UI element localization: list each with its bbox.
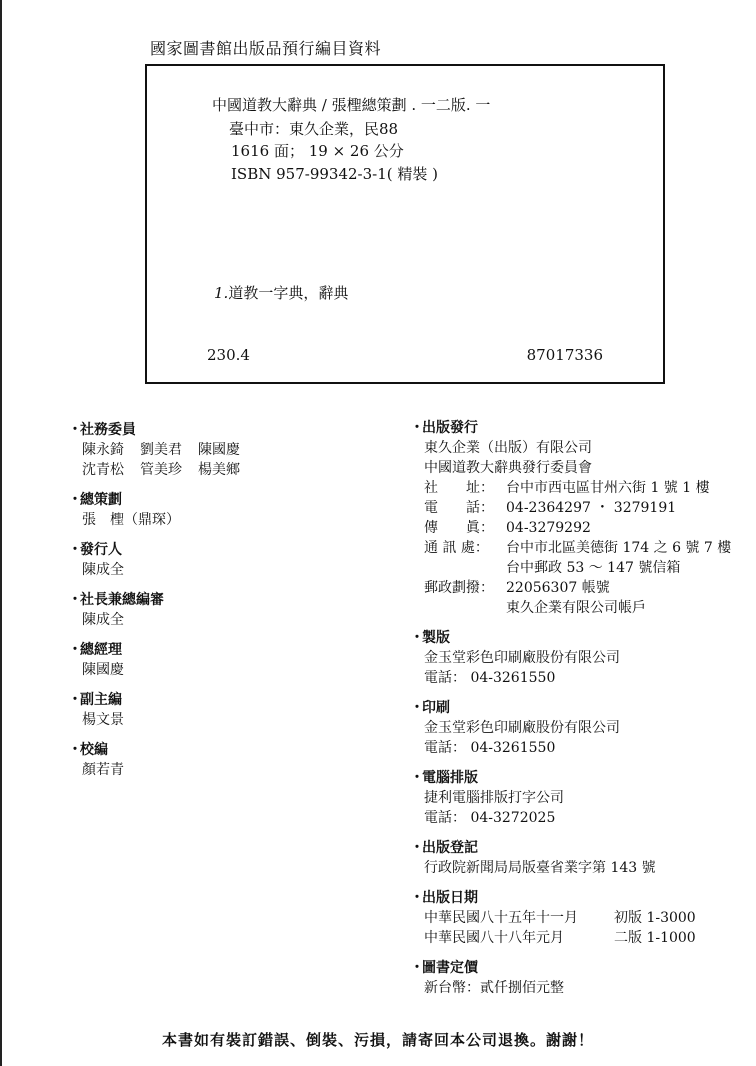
mail-row bbox=[410, 538, 755, 558]
cip-record-box bbox=[145, 64, 665, 384]
cip-subject-number: 1. bbox=[214, 284, 229, 302]
edition-date: 中華民國八十五年十一月 bbox=[424, 910, 578, 926]
info-row: 行政院新聞局局版臺省業字第 143 號 bbox=[424, 860, 656, 876]
field-key: 傳 眞： bbox=[424, 520, 494, 536]
staff-name: 管美珍 bbox=[140, 462, 182, 478]
bullet: ・ bbox=[68, 492, 82, 508]
info-row: 捷利電腦排版打字公司 bbox=[424, 790, 564, 806]
registration-section bbox=[410, 838, 755, 878]
staff-row: 楊文景 bbox=[82, 712, 124, 728]
staff-row: 陳成全 bbox=[82, 612, 124, 628]
bullet: ・ bbox=[68, 542, 82, 558]
bullet: ・ bbox=[410, 420, 424, 436]
address-row bbox=[410, 478, 755, 498]
staff-name: 楊美鄉 bbox=[198, 462, 240, 478]
cip-isbn-line: ISBN 957-99342-3-1( 精裝 ) bbox=[231, 165, 438, 183]
bullet: ・ bbox=[410, 770, 424, 786]
info-row: 電話： 04-3272025 bbox=[424, 810, 556, 826]
field-value: 22056307 帳號 bbox=[506, 580, 610, 596]
section-title: 電腦排版 bbox=[422, 770, 478, 786]
price-value: 新台幣：貳仟捌佰元整 bbox=[424, 980, 564, 996]
bullet: ・ bbox=[410, 700, 424, 716]
mail-row-continued: 台中郵政 53 ～ 147 號信箱 bbox=[506, 560, 681, 576]
bullet: ・ bbox=[410, 890, 424, 906]
field-value: 04-2364297 ・ 3279191 bbox=[506, 500, 677, 516]
field-value: 04-3279292 bbox=[506, 520, 591, 536]
field-key: 郵政劃撥： bbox=[424, 580, 494, 596]
cip-title-line: 中國道教大辭典 / 張檉總策劃 . 一二版. 一 bbox=[212, 96, 491, 114]
staff-row bbox=[68, 460, 368, 480]
field-value: 台中市西屯區甘州六街 1 號 1 樓 bbox=[506, 480, 710, 496]
field-key: 電 話： bbox=[424, 500, 494, 516]
edition-row bbox=[410, 928, 755, 948]
printing-section bbox=[410, 698, 755, 758]
committee-name: 中國道教大辭典發行委員會 bbox=[424, 460, 592, 476]
staff-row: 張 檉（鼎琛） bbox=[82, 512, 180, 528]
price-section bbox=[410, 958, 755, 998]
cip-control-number: 87017336 bbox=[526, 346, 603, 364]
bullet: ・ bbox=[410, 960, 424, 976]
field-key: 社 址： bbox=[424, 480, 494, 496]
section-title: 總策劃 bbox=[80, 492, 122, 508]
section-title: 發行人 bbox=[80, 542, 122, 558]
section-title: 副主編 bbox=[80, 692, 122, 708]
section-title: 社務委員 bbox=[80, 422, 136, 438]
publication-date-section bbox=[410, 888, 755, 948]
section-title: 社長兼總編審 bbox=[80, 592, 164, 608]
page-left-border bbox=[0, 0, 2, 1066]
section-title: 圖書定價 bbox=[422, 960, 478, 976]
cip-subject-line bbox=[214, 282, 348, 303]
info-row: 金玉堂彩色印刷廠股份有限公司 bbox=[424, 720, 620, 736]
bullet: ・ bbox=[68, 422, 82, 438]
staff-name: 沈青松 bbox=[82, 462, 124, 478]
section-title: 印刷 bbox=[422, 700, 450, 716]
section-title: 總經理 bbox=[80, 642, 122, 658]
publisher-column bbox=[410, 418, 755, 1008]
staff-row: 陳成全 bbox=[82, 562, 124, 578]
section-title: 出版發行 bbox=[422, 420, 478, 436]
plate-making-section bbox=[410, 628, 755, 688]
section-title: 校編 bbox=[80, 742, 108, 758]
staff-section bbox=[68, 490, 368, 530]
cip-imprint-line: 臺中市：東久企業，民88 bbox=[229, 120, 399, 138]
staff-row: 陳國慶 bbox=[82, 662, 124, 678]
section-title: 出版登記 bbox=[422, 840, 478, 856]
bullet: ・ bbox=[68, 592, 82, 608]
staff-section bbox=[68, 690, 368, 730]
staff-name: 陳永錡 bbox=[82, 442, 124, 458]
staff-row: 顏若青 bbox=[82, 762, 124, 778]
bullet: ・ bbox=[68, 692, 82, 708]
bullet: ・ bbox=[68, 642, 82, 658]
cip-heading: 國家圖書館出版品預行編目資料 bbox=[150, 39, 382, 58]
fax-row bbox=[410, 518, 755, 538]
staff-row bbox=[68, 440, 368, 460]
section-title: 製版 bbox=[422, 630, 450, 646]
bullet: ・ bbox=[410, 840, 424, 856]
cip-class-number: 230.4 bbox=[207, 346, 250, 364]
info-row: 電話： 04-3261550 bbox=[424, 740, 556, 756]
cip-pages-line: 1616 面； 19 × 26 公分 bbox=[231, 142, 404, 160]
publisher-section bbox=[410, 418, 755, 618]
footer-notice: 本書如有裝訂錯誤、倒裝、污損，請寄回本公司退換。謝謝！ bbox=[161, 1031, 594, 1049]
staff-name: 陳國慶 bbox=[198, 442, 240, 458]
info-row: 電話： 04-3261550 bbox=[424, 670, 556, 686]
edition-date: 中華民國八十八年元月 bbox=[424, 930, 564, 946]
cip-subject-text: 道教一字典，辭典 bbox=[228, 284, 349, 302]
edition-row bbox=[410, 908, 755, 928]
staff-section bbox=[68, 540, 368, 580]
field-key: 通 訊 處： bbox=[424, 540, 489, 556]
staff-section bbox=[68, 740, 368, 780]
staff-section bbox=[68, 590, 368, 630]
postal-transfer-account: 東久企業有限公司帳戶 bbox=[506, 600, 646, 616]
staff-section bbox=[68, 640, 368, 680]
section-title: 出版日期 bbox=[422, 890, 478, 906]
info-row: 金玉堂彩色印刷廠股份有限公司 bbox=[424, 650, 620, 666]
staff-section bbox=[68, 420, 368, 480]
postal-transfer-row bbox=[410, 578, 755, 598]
staff-column bbox=[68, 420, 368, 790]
staff-name: 劉美君 bbox=[140, 442, 182, 458]
edition-run: 二版 1-1000 bbox=[614, 930, 696, 946]
phone-row bbox=[410, 498, 755, 518]
typesetting-section bbox=[410, 768, 755, 828]
bullet: ・ bbox=[68, 742, 82, 758]
edition-run: 初版 1-3000 bbox=[614, 910, 696, 926]
publisher-name: 東久企業（出版）有限公司 bbox=[424, 440, 592, 456]
field-value: 台中市北區美德街 174 之 6 號 7 樓 bbox=[506, 540, 732, 556]
bullet: ・ bbox=[410, 630, 424, 646]
